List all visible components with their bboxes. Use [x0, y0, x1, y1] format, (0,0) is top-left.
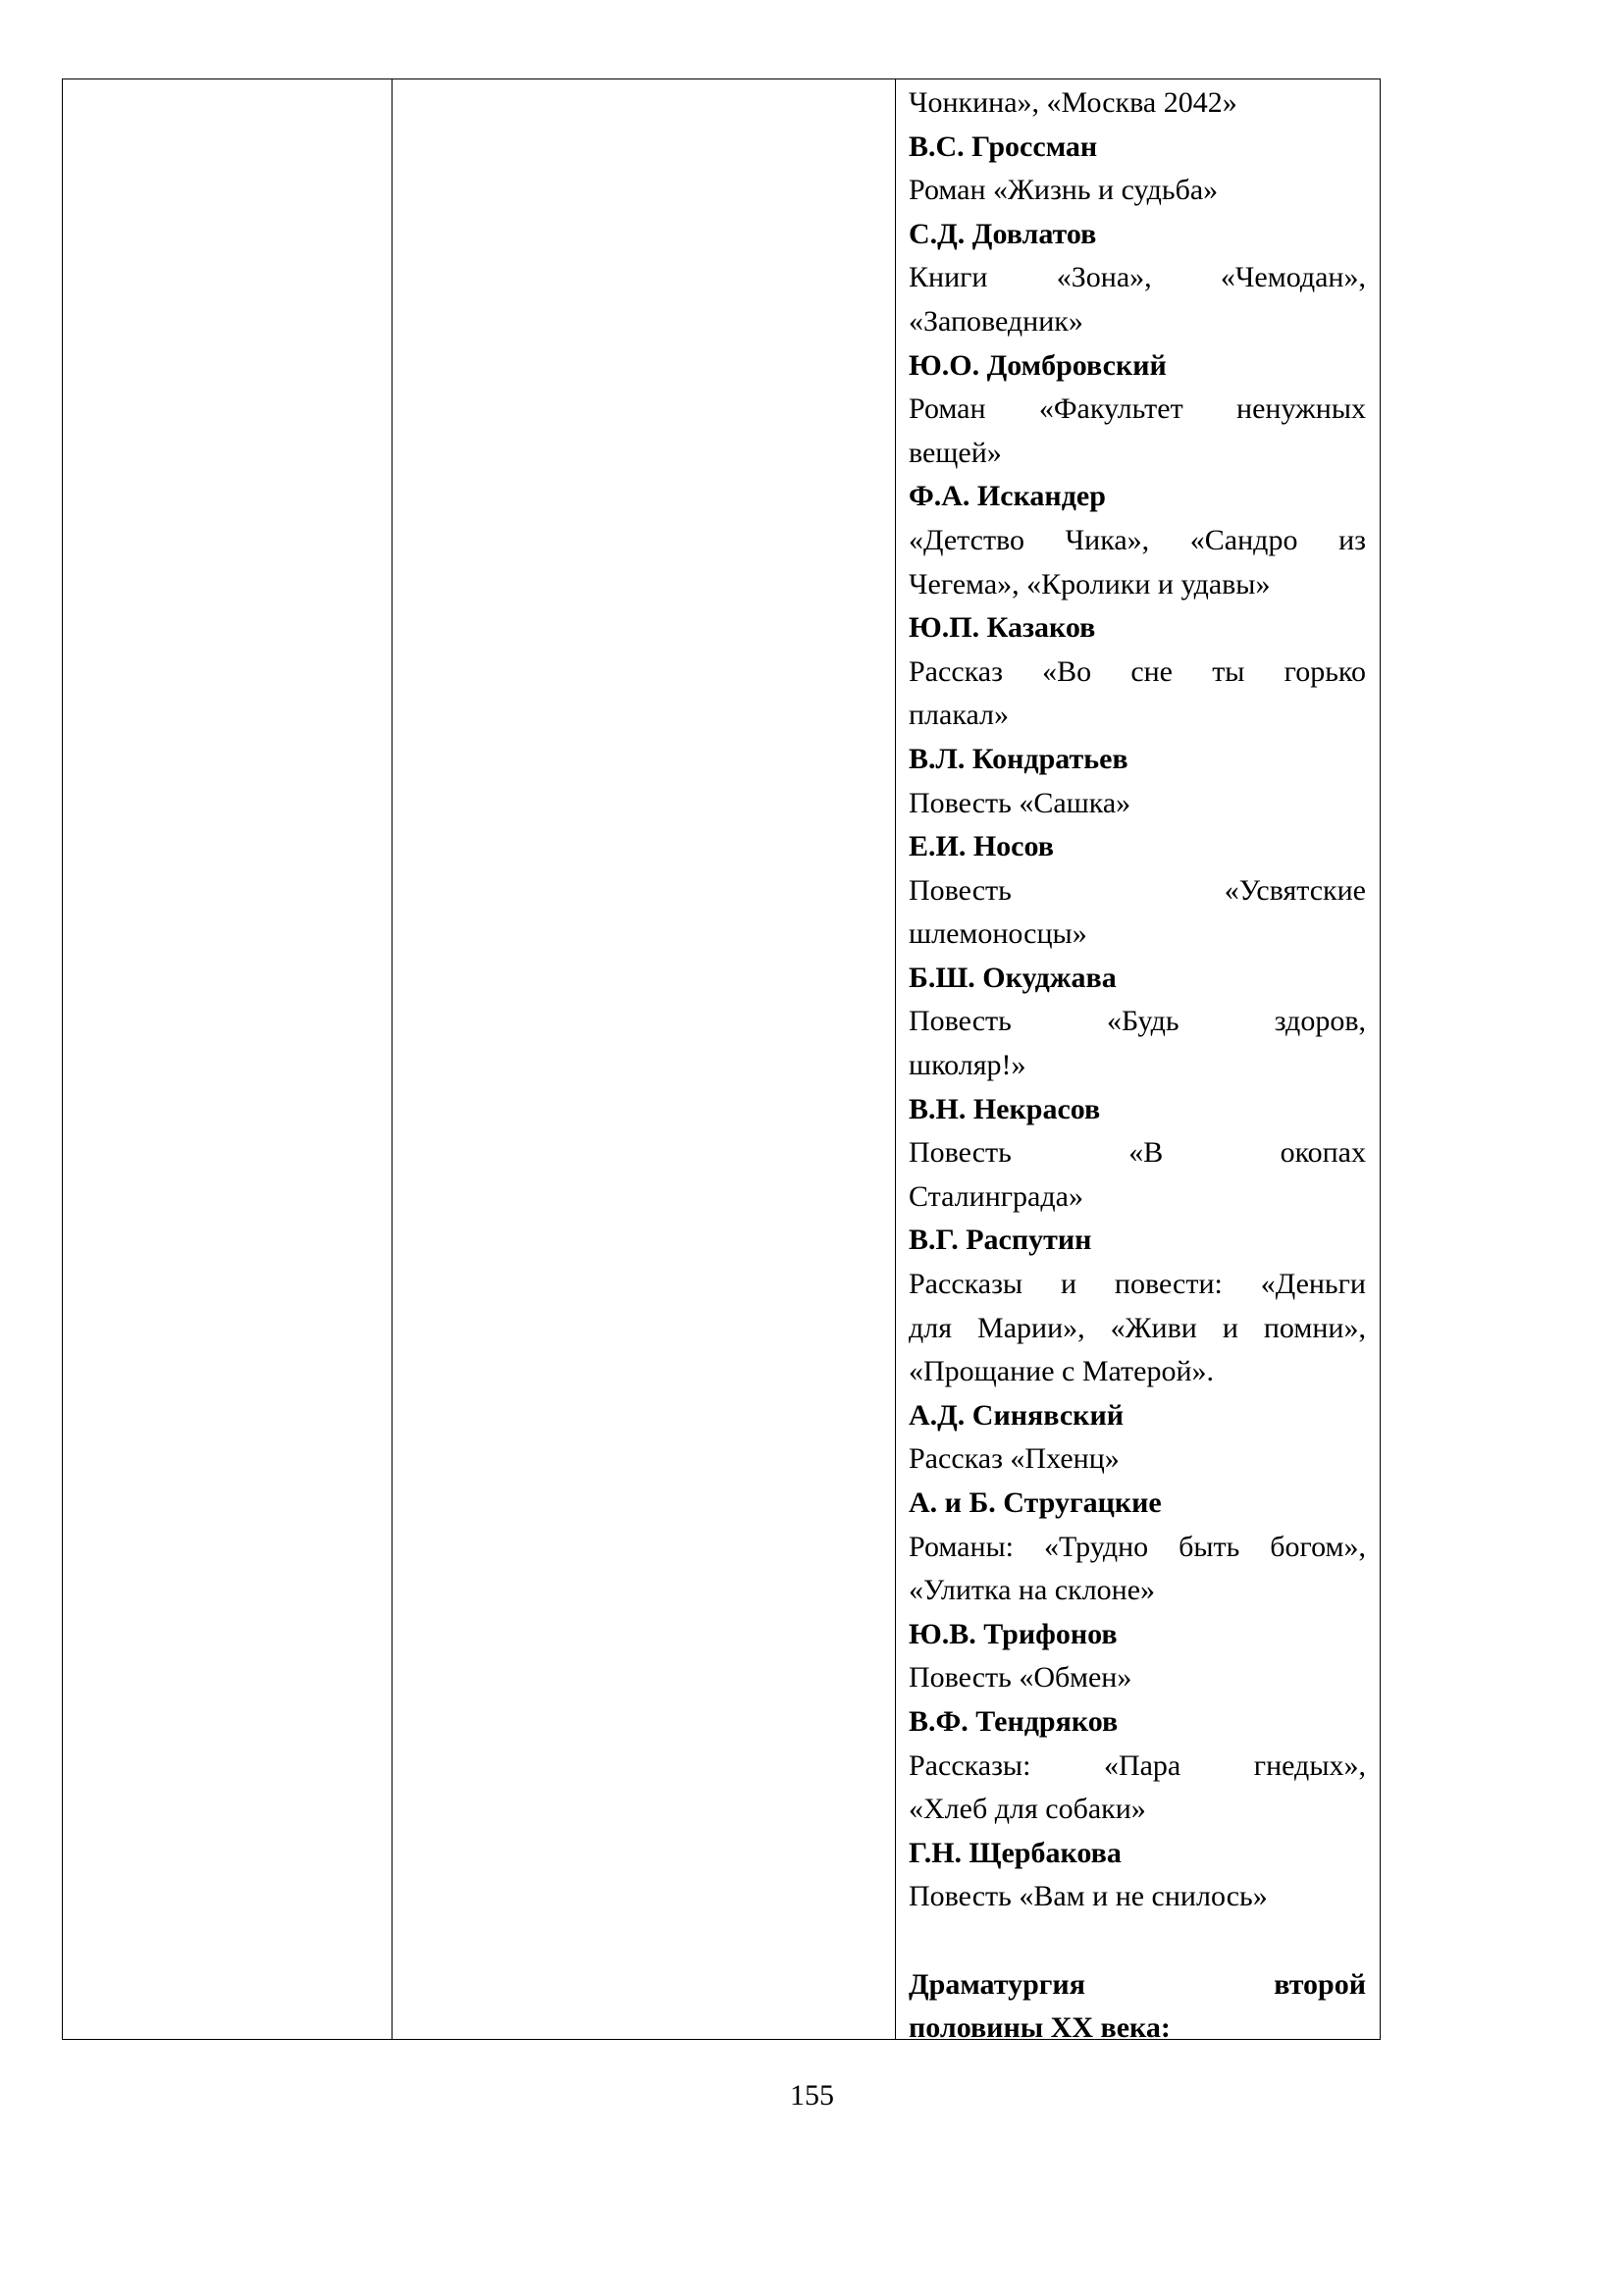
work-text-line: [909, 1000, 1366, 1044]
word: «Пара: [1103, 1748, 1181, 1782]
author-heading-line: А. и Б. Стругацкие: [909, 1487, 1162, 1519]
word: «В: [1128, 1136, 1164, 1170]
literature-table: [62, 78, 1381, 2045]
word: Повесть: [909, 873, 1012, 907]
word: сне: [1130, 654, 1173, 688]
work-text-line: «Заповедник»: [909, 304, 1083, 338]
word: «Деньги: [1260, 1268, 1366, 1301]
word: помни»,: [1263, 1311, 1366, 1344]
work-text-line: [909, 869, 1366, 913]
word: из: [1338, 523, 1366, 556]
author-heading-line: половины XX века:: [909, 2011, 1171, 2045]
work-text-line: [909, 1263, 1366, 1307]
work-text-line: шлемоносцы»: [909, 917, 1087, 951]
column-divider-2: [895, 79, 896, 2039]
work-text-line: Сталинграда»: [909, 1179, 1083, 1213]
word: Марии»,: [977, 1311, 1085, 1344]
works-cell: [909, 79, 1366, 2051]
work-text-line: [909, 256, 1366, 300]
work-text-line: [909, 519, 1366, 563]
word: и: [1060, 1268, 1077, 1301]
word: «Сандро: [1189, 523, 1298, 556]
work-text-line: Повесть «Обмен»: [909, 1661, 1132, 1695]
author-heading-line: В.С. Гроссман: [909, 130, 1098, 163]
word: «Детство: [909, 523, 1025, 556]
work-text-line: [909, 1919, 1366, 1963]
word: «Во: [1042, 654, 1092, 688]
page-number: 155: [790, 2079, 834, 2112]
work-text-line: Рассказ «Пхенц»: [909, 1442, 1120, 1476]
word: «Усвятские: [1224, 873, 1366, 907]
author-heading-line: В.Ф. Тендряков: [909, 1704, 1119, 1738]
word: Рассказы:: [909, 1748, 1031, 1782]
word: «Живи: [1110, 1311, 1197, 1344]
work-text-line: «Хлеб для собаки»: [909, 1793, 1146, 1826]
word: «Зона»,: [1056, 261, 1152, 294]
work-text-line: [909, 388, 1366, 432]
author-heading-line: Г.Н. Щербакова: [909, 1836, 1122, 1869]
author-heading-line: Ю.В. Трифонов: [909, 1617, 1118, 1650]
author-heading-line: Ю.П. Казаков: [909, 611, 1096, 645]
word: гнедых»,: [1253, 1748, 1366, 1782]
work-text-line: Чегема», «Кролики и удавы»: [909, 567, 1271, 600]
word: Роман: [909, 392, 986, 426]
word: Повесть: [909, 1005, 1012, 1038]
word: «Трудно: [1043, 1530, 1149, 1563]
word: «Факультет: [1038, 392, 1183, 426]
word: Драматургия: [909, 1967, 1085, 2001]
column-divider-1: [392, 79, 393, 2039]
word: второй: [1274, 1967, 1366, 2001]
word: окопах: [1280, 1136, 1366, 1170]
word: «Чемодан»,: [1220, 261, 1366, 294]
author-heading-line: [909, 1963, 1366, 2008]
work-text-line: [909, 1307, 1366, 1351]
word: «Будь: [1107, 1005, 1179, 1038]
author-heading-line: Ф.А. Искандер: [909, 480, 1106, 513]
author-heading-line: Б.Ш. Окуджава: [909, 961, 1117, 994]
word: для: [909, 1311, 953, 1344]
word: здоров,: [1274, 1005, 1366, 1038]
word: Книги: [909, 261, 988, 294]
word: Повесть: [909, 1136, 1012, 1170]
work-text-line: Повесть «Вам и не снилось»: [909, 1880, 1268, 1913]
word: ты: [1212, 654, 1245, 688]
word: повести:: [1114, 1268, 1223, 1301]
word: горько: [1283, 654, 1366, 688]
work-text-line: Роман «Жизнь и судьба»: [909, 174, 1219, 207]
work-text-line: [909, 651, 1366, 695]
word: и: [1222, 1311, 1238, 1344]
author-heading-line: А.Д. Синявский: [909, 1398, 1125, 1432]
word: Чика»,: [1065, 523, 1150, 556]
author-heading-line: Е.И. Носов: [909, 830, 1054, 863]
work-text-line: «Прощание с Матерой».: [909, 1355, 1215, 1388]
word: Рассказ: [909, 654, 1003, 688]
work-text-line: плакал»: [909, 699, 1010, 732]
work-text-line: [909, 1526, 1366, 1570]
author-heading-line: Ю.О. Домбровский: [909, 348, 1167, 382]
word: быть: [1179, 1530, 1240, 1563]
word: Рассказы: [909, 1268, 1023, 1301]
work-text-line: школяр!»: [909, 1049, 1026, 1082]
word: богом»,: [1270, 1530, 1366, 1563]
word: ненужных: [1236, 392, 1366, 426]
work-text-line: вещей»: [909, 436, 1002, 469]
work-text-line: [909, 1131, 1366, 1175]
author-heading-line: С.Д. Довлатов: [909, 217, 1097, 250]
work-text-line: [909, 1745, 1366, 1789]
work-text-line: Чонкина», «Москва 2042»: [909, 86, 1237, 119]
author-heading-line: В.Н. Некрасов: [909, 1092, 1101, 1125]
work-text-line: «Улитка на склоне»: [909, 1574, 1156, 1607]
word: Романы:: [909, 1530, 1015, 1563]
author-heading-line: В.Л. Кондратьев: [909, 742, 1128, 775]
author-heading-line: В.Г. Распутин: [909, 1224, 1092, 1257]
work-text-line: Повесть «Сашка»: [909, 786, 1131, 819]
